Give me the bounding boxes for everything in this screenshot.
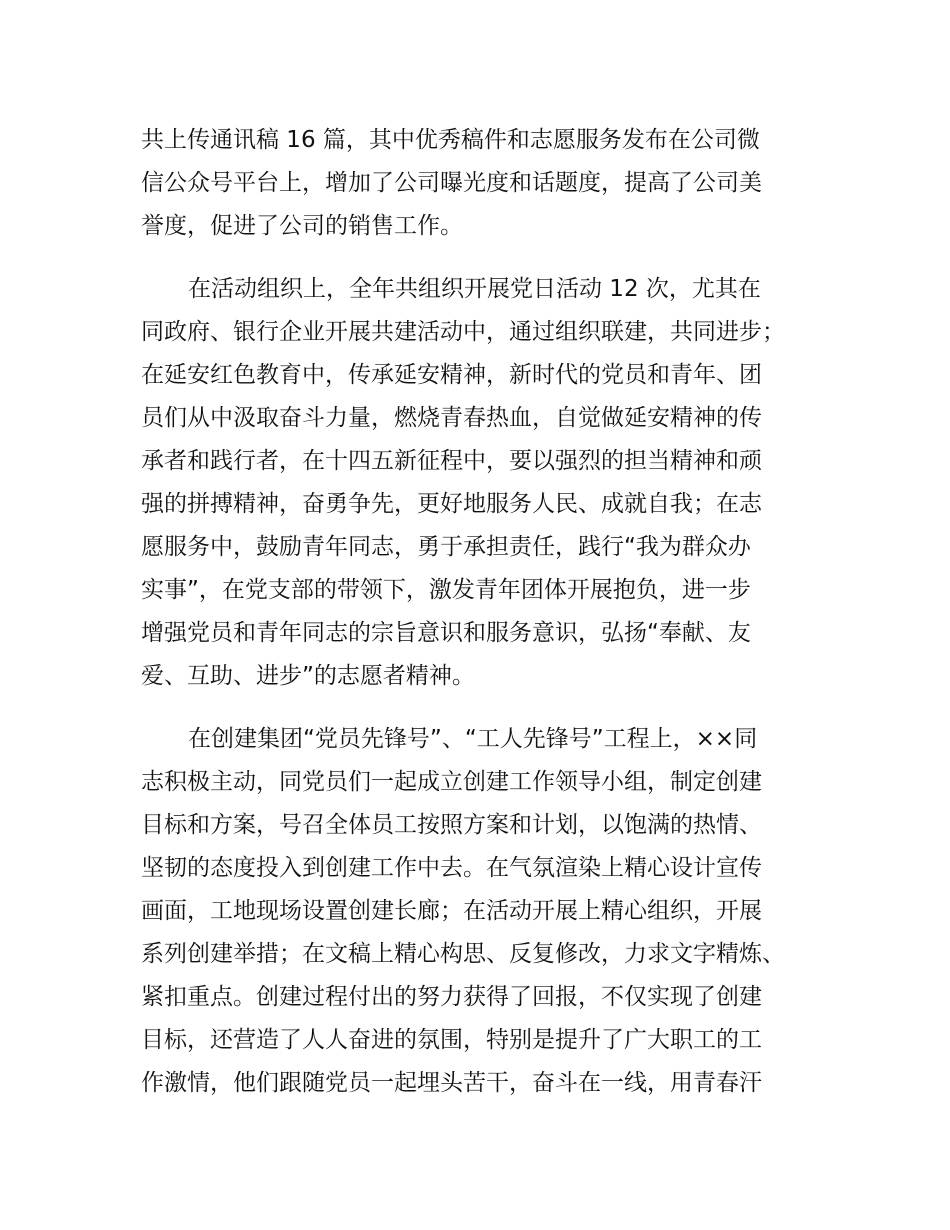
text-line: 共上传通讯稿 16 篇，其中优秀稿件和志愿服务发布在公司微 — [141, 127, 760, 153]
text-line: 在延安红色教育中，传承延安精神，新时代的党员和青年、团 — [141, 362, 762, 388]
text-line: 目标，还营造了人人奋进的氛围，特别是提升了广大职工的工 — [141, 1027, 762, 1053]
text-line: 同政府、银行企业开展共建活动中，通过组织联建，共同进步； — [141, 319, 785, 345]
text-line: 誉度，促进了公司的销售工作。 — [141, 213, 463, 239]
text-line: 作激情，他们跟随党员一起埋头苦干，奋斗在一线，用青春汗 — [141, 1070, 762, 1096]
text-line: 员们从中汲取奋斗力量，燃烧青春热血，自觉做延安精神的传 — [141, 405, 762, 431]
text-line: 目标和方案，号召全体员工按照方案和计划，以饱满的热情、 — [141, 812, 762, 838]
text-line: 强的拼搏精神，奋勇争先，更好地服务人民、成就自我；在志 — [141, 491, 762, 517]
text-line: 志积极主动，同党员们一起成立创建工作领导小组，制定创建 — [141, 769, 762, 795]
text-line: 信公众号平台上，增加了公司曝光度和话题度，提高了公司美 — [141, 170, 762, 196]
text-line: 紧扣重点。创建过程付出的努力获得了回报，不仅实现了创建 — [141, 984, 762, 1010]
text-line: 系列创建举措；在文稿上精心构思、反复修改，力求文字精炼、 — [141, 941, 785, 967]
text-line: 实事”，在党支部的带领下，激发青年团体开展抱负，进一步 — [141, 577, 751, 603]
text-line: 坚韧的态度投入到创建工作中去。在气氛渲染上精心设计宣传 — [141, 855, 762, 881]
text-line: 在活动组织上，全年共组织开展党日活动 12 次，尤其在 — [188, 276, 761, 302]
text-line: 愿服务中，鼓励青年同志，勇于承担责任，践行“我为群众办 — [141, 534, 751, 560]
text-line: 在创建集团“党员先锋号”、“工人先锋号”工程上，××同 — [188, 726, 758, 752]
text-line: 增强党员和青年同志的宗旨意识和服务意识，弘扬“奉献、友 — [141, 620, 751, 646]
text-line: 承者和践行者，在十四五新征程中，要以强烈的担当精神和顽 — [141, 448, 762, 474]
text-line: 爱、互助、进步”的志愿者精神。 — [141, 663, 475, 689]
text-line: 画面，工地现场设置创建长廊；在活动开展上精心组织，开展 — [141, 898, 762, 924]
